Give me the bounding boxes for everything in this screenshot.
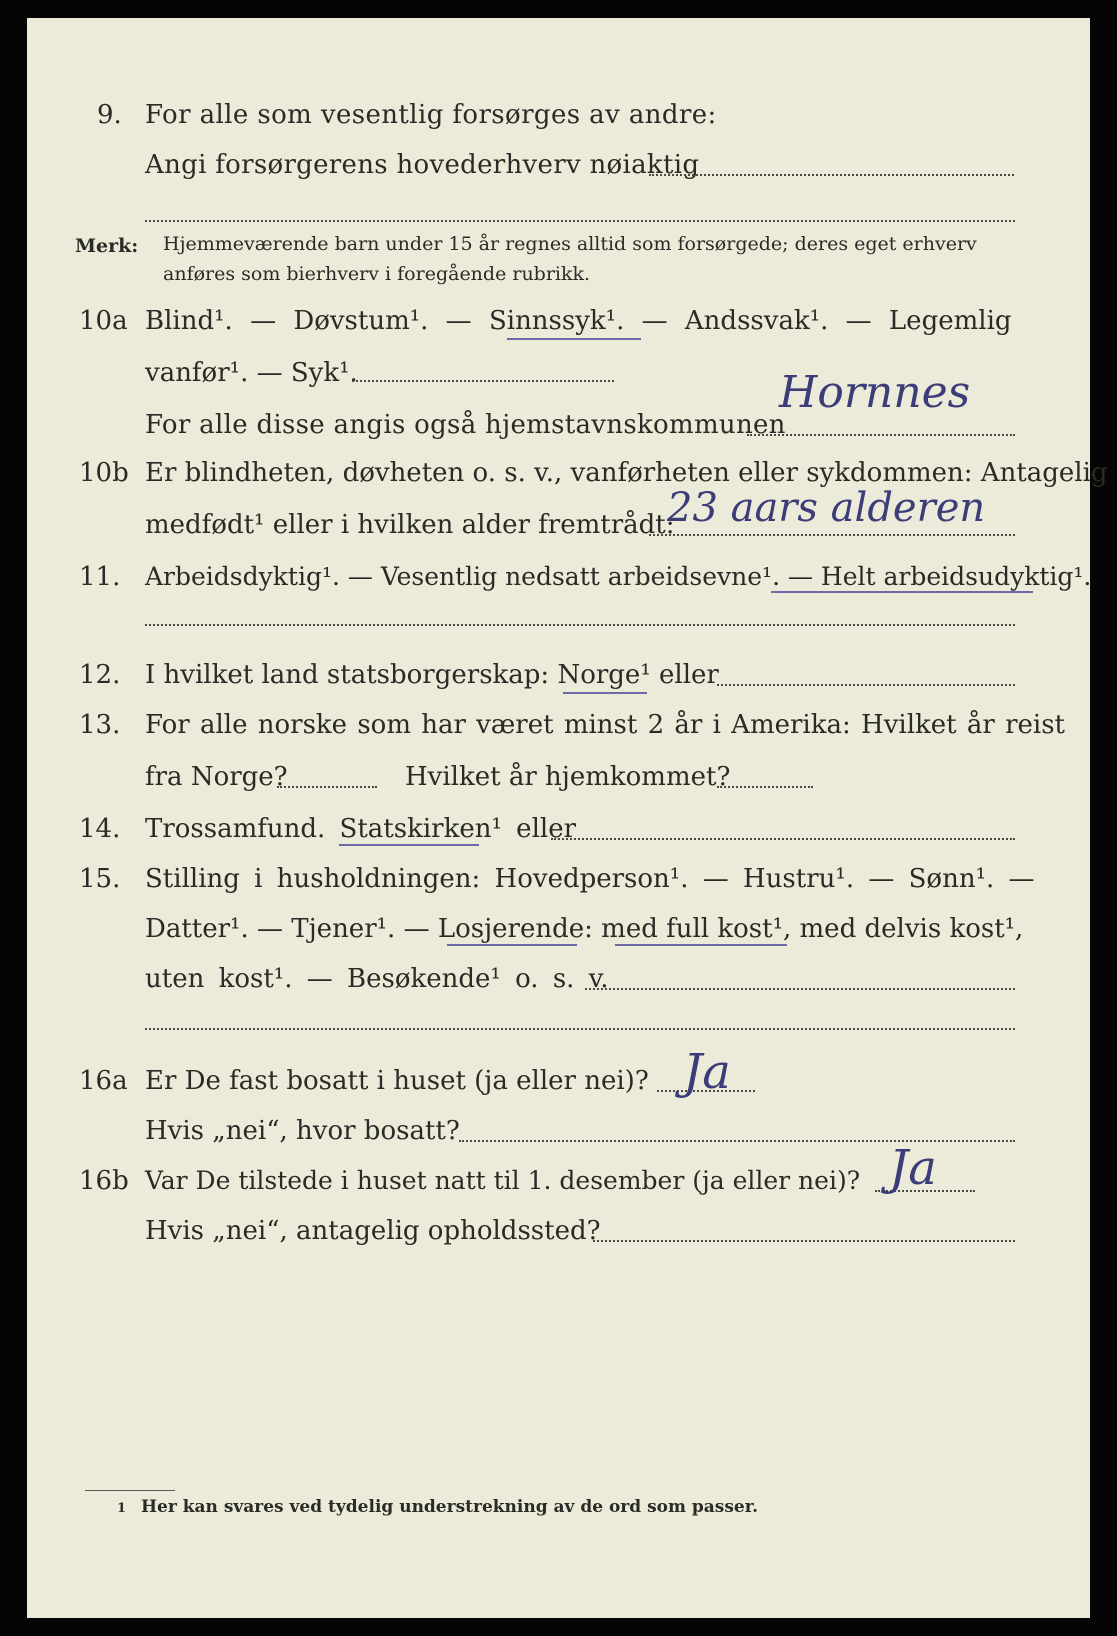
q10b-question-line2: medfødt¹ eller i hvilken alder fremtrådt: [145,510,675,540]
q12-question-line1: I hvilket land statsborgerskap: Norge¹ eller [145,660,719,690]
q16a-question-line2: Hvis „nei“, hvor bosatt? [145,1116,460,1146]
q14-number: 14. [79,814,121,844]
footnote-mark: 1 [117,1501,127,1516]
q15-question-line2: Datter¹. — Tjener¹. — Losjerende: med full kost¹, med delvis kost¹, [145,914,1024,944]
q16a-handwritten-answer: Ja [683,1044,731,1100]
census-form-page [27,18,1108,1618]
q16b-number: 16b [79,1166,129,1196]
q16a-number: 16a [79,1066,128,1096]
q16b-question-line2: Hvis „nei“, antagelig opholdssted? [145,1216,601,1246]
q10a-underline-sinnssyk [507,338,641,340]
merk-line2: anføres som bierhverv i foregående rubrikk. [163,263,591,285]
merk-line1: Hjemmeværende barn under 15 år regnes alltid som forsørgede; deres eget erhverv [163,233,977,255]
q10a-handwritten-hometown: Hornnes [779,367,971,418]
q10b-question-line1: Er blindheten, døvheten o. s. v., vanførheten eller sykdommen: Antagelig [145,458,1108,488]
q9-answer-line[interactable] [649,174,1014,176]
q12-answer-line[interactable] [717,684,1015,686]
q14-question-line1: Trossamfund. Statskirken¹ eller [145,814,577,844]
q9-answer-extra-line[interactable] [145,220,1015,222]
q16a-question-line1: Er De fast bosatt i huset (ja eller nei)? [145,1066,649,1096]
q10a-question-line2: vanfør¹. — Syk¹. [145,358,358,388]
q11-question-line1: Arbeidsdyktig¹. — Vesentlig nedsatt arbeidsevne¹. — Helt arbeidsudyktig¹. [145,562,1092,591]
q15-extra-line[interactable] [145,1028,1015,1030]
q15-answer-line[interactable] [585,988,1015,990]
q15-number: 15. [79,864,121,894]
q10b-handwritten-age: 23 aars alderen [667,485,986,531]
q13-question-line2a: fra Norge? [145,762,288,792]
q15-question-line3: uten kost¹. — Besøkende¹ o. s. v. [145,964,609,994]
footnote-text: Her kan svares ved tydelig understrekning av de ord som passer. [141,1497,759,1517]
q11-extra-line[interactable] [145,624,1015,626]
q12-number: 12. [79,660,121,690]
q13-question-line2b: Hvilket år hjemkommet? [405,762,731,792]
q9-question-line1: For alle som vesentlig forsørges av andre: [145,100,717,130]
q16b-question-line1: Var De tilstede i huset natt til 1. desember (ja eller nei)? [145,1166,861,1195]
q9-question-line2: Angi forsørgerens hovederhverv nøiaktig [145,150,700,180]
q12-underline-norge [563,692,647,694]
q14-underline-statskirken [339,844,479,846]
q13-question-line1: For alle norske som har været minst 2 år i Amerika: Hvilket år reist [145,710,1065,740]
q10a-question-line3: For alle disse angis også hjemstavnskommunen [145,410,786,440]
merk-label: Merk: [75,235,139,257]
q10a-hometown-line[interactable] [747,434,1015,436]
footnote-separator [85,1490,175,1491]
q10a-number: 10a [79,306,128,336]
q9-number: 9. [97,100,122,130]
q15-underline-med-full-kost [615,944,787,946]
q16b-whereabouts-line[interactable] [593,1240,1015,1242]
q13-emigrated-year-line[interactable] [277,786,377,788]
q10b-number: 10b [79,458,129,488]
q15-underline-losjerende [447,944,577,946]
q13-number: 13. [79,710,121,740]
q10a-line2-answer-line[interactable] [352,380,614,382]
q15-question-line1: Stilling i husholdningen: Hovedperson¹. — Hustru¹. — Sønn¹. — [145,864,1035,894]
q10a-question-line1: Blind¹. — Døvstum¹. — Sinnssyk¹. — Andssvak¹. — Legemlig [145,306,1012,336]
q14-answer-line[interactable] [551,838,1015,840]
q16b-handwritten-answer: Ja [889,1140,937,1196]
q11-number: 11. [79,562,121,592]
q13-returned-year-line[interactable] [717,786,813,788]
q11-underline-helt-arbeidsudyktig [771,591,1033,593]
